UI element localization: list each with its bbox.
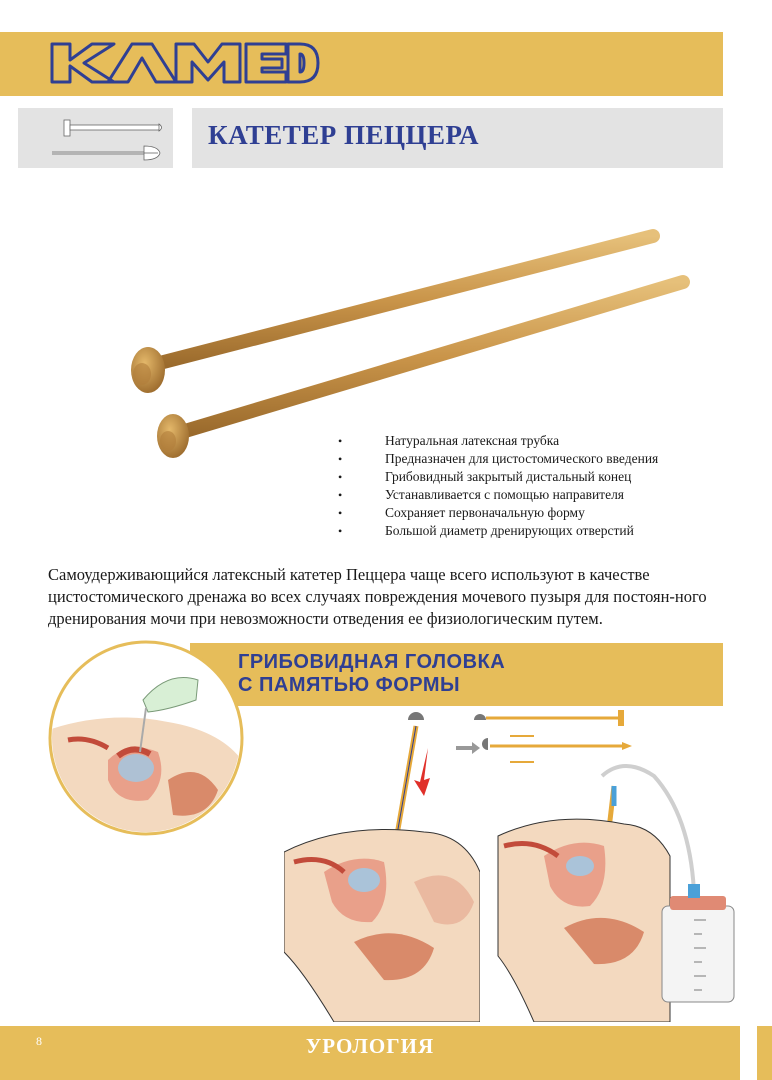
page-title: КАТЕТЕР ПЕЦЦЕРА xyxy=(208,120,480,150)
title-panel xyxy=(192,108,723,168)
section-title-line2: С ПАМЯТЬЮ ФОРМЫ xyxy=(238,674,461,696)
kammed-logo xyxy=(48,40,320,86)
insertion-circle-illustration xyxy=(48,640,244,836)
feature-item: • Устанавливается с помощью направителя xyxy=(338,486,738,504)
footer-edge-tab xyxy=(757,1026,772,1080)
feature-item: • Грибовидный закрытый дистальный конец xyxy=(338,468,738,486)
footer-band xyxy=(0,1026,740,1080)
footer-section-title: УРОЛОГИЯ xyxy=(305,1034,435,1058)
feature-item: • Предназначен для цистостомического введения xyxy=(338,450,738,468)
procedure-step2-illustration xyxy=(454,706,754,1022)
description-paragraph: Самоудерживающийся латексный катетер Пеццера чаще всего используют в качестве цистостомического дренажа во всех случаях повреждения мочевого пузыря для постоян-ного дренирования мочи при невозможности отведения ее физиологическим путем. xyxy=(48,565,707,628)
section-band xyxy=(190,643,723,706)
feature-item: • Сохраняет первоначальную форму xyxy=(338,504,738,522)
section-title-line1: ГРИБОВИДНАЯ ГОЛОВКА xyxy=(238,651,506,673)
catheter-thumbnail-panel xyxy=(18,108,173,168)
feature-item: • Натуральная латексная трубка xyxy=(338,432,738,450)
section-title xyxy=(238,651,505,697)
procedure-step1-illustration xyxy=(284,712,480,1022)
catheter-thumbnail-icon xyxy=(18,108,173,168)
page-number: 8 xyxy=(36,1034,42,1048)
feature-list xyxy=(338,432,738,540)
feature-item: • Большой диаметр дренирующих отверстий xyxy=(338,522,738,540)
